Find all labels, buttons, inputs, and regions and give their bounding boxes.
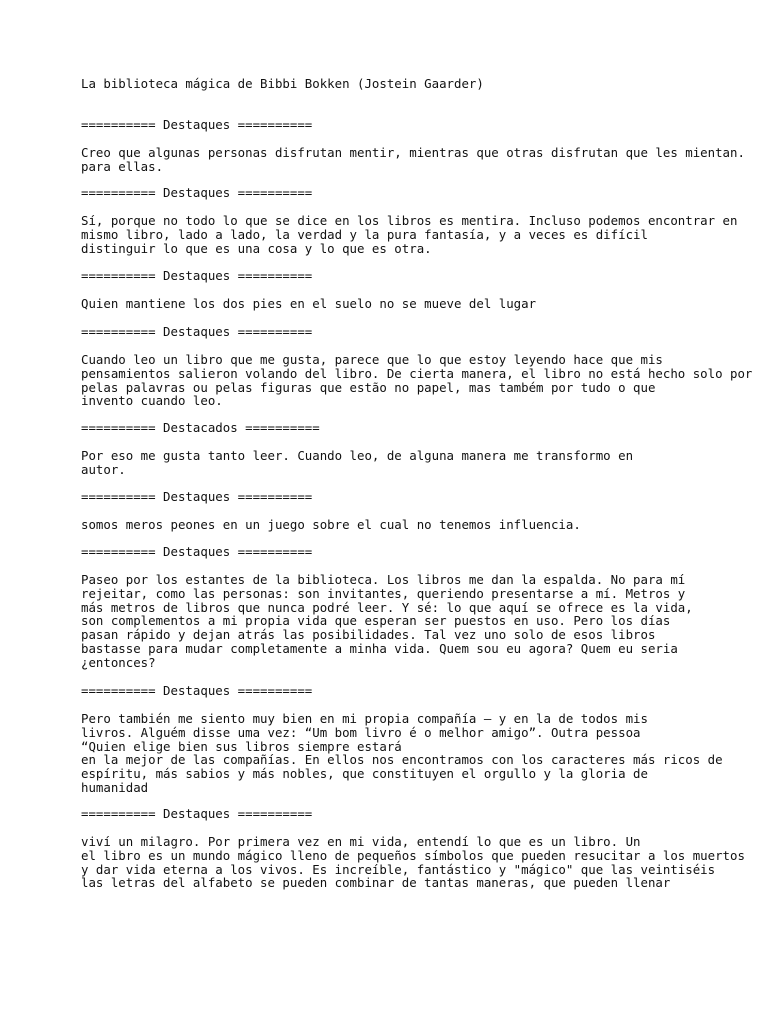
highlight-text: Sí, porque no todo lo que se dice en los libros es mentira. Incluso podemos encontrar en mismo libro, lado a lado, la verdad y la pura fantasía, y a veces es difícil distinguir lo que es una cosa y lo que es otra. — [81, 213, 738, 256]
highlight-text: somos meros peones en un juego sobre el cual no tenemos influencia. — [81, 517, 581, 532]
highlight-header: ========== Destaques ========== — [81, 544, 313, 559]
highlight-text: Paseo por los estantes de la biblioteca. Los libros me dan la espalda. No para mí rejeitar, como las personas: son invitantes, queriendo presentarse a mí. Metros y más metros de libros que nunca podré leer. Y sé: lo que aquí se ofrece es la vida, son complementos a mi propia vida que esperan ser puestos en uso. Pero los días pasan rápido y dejan atrás las posibilidades. Tal vez uno solo de esos libros bastasse para mudar completamente a minha vida. Quem sou eu agora? Quem eu seria ¿entonces? — [81, 572, 693, 670]
highlight-header: ========== Destaques ========== — [81, 117, 313, 132]
highlight-text: Pero también me siento muy bien en mi propia compañía — y en la de todos mis livros. Alguém disse uma vez: “Um bom livro é o melhor amigo”. Outra pessoa “Quien elige bien sus libros siempre estará en la mejor de las compañías. En ellos nos encontramos con los caracteres más ricos de espíritu, más sabios y más nobles, que constituyen el orgullo y la gloria de humanidad — [81, 711, 723, 795]
highlight-text: Por eso me gusta tanto leer. Cuando leo, de alguna manera me transformo en autor. — [81, 448, 634, 477]
highlight-text: Creo que algunas personas disfrutan mentir, mientras que otras disfrutan que les mientan. para ellas. — [81, 145, 745, 174]
document-title: La biblioteca mágica de Bibbi Bokken (Jostein Gaarder) — [81, 76, 484, 91]
highlight-header: ========== Destaques ========== — [81, 489, 313, 504]
highlight-text: Quien mantiene los dos pies en el suelo no se mueve del lugar — [81, 296, 537, 311]
highlight-header: ========== Destaques ========== — [81, 185, 313, 200]
highlight-text: viví un milagro. Por primera vez en mi vida, entendí lo que es un libro. Un el libro es un mundo mágico lleno de pequeños símbolos que pueden resucitar a los muertos y dar vida eterna a los vivos. Es increíble, fantástico y "mágico" que las veintiséis las letras del alfabeto se pueden combinar de tantas maneras, que pueden llenar — [81, 834, 745, 891]
highlight-header: ========== Destaques ========== — [81, 683, 313, 698]
highlight-header: ========== Destaques ========== — [81, 324, 313, 339]
document-page — [81, 0, 768, 1024]
highlight-header: ========== Destacados ========== — [81, 420, 320, 435]
highlight-header: ========== Destaques ========== — [81, 268, 313, 283]
highlight-text: Cuando leo un libro que me gusta, parece que lo que estoy leyendo hace que mis pensamientos salieron volando del libro. De cierta manera, el libro no está hecho solo por pelas palavras ou pelas figuras que estão no papel, mas também por tudo o que invento cuando leo. — [81, 352, 753, 409]
highlight-header: ========== Destaques ========== — [81, 806, 313, 821]
